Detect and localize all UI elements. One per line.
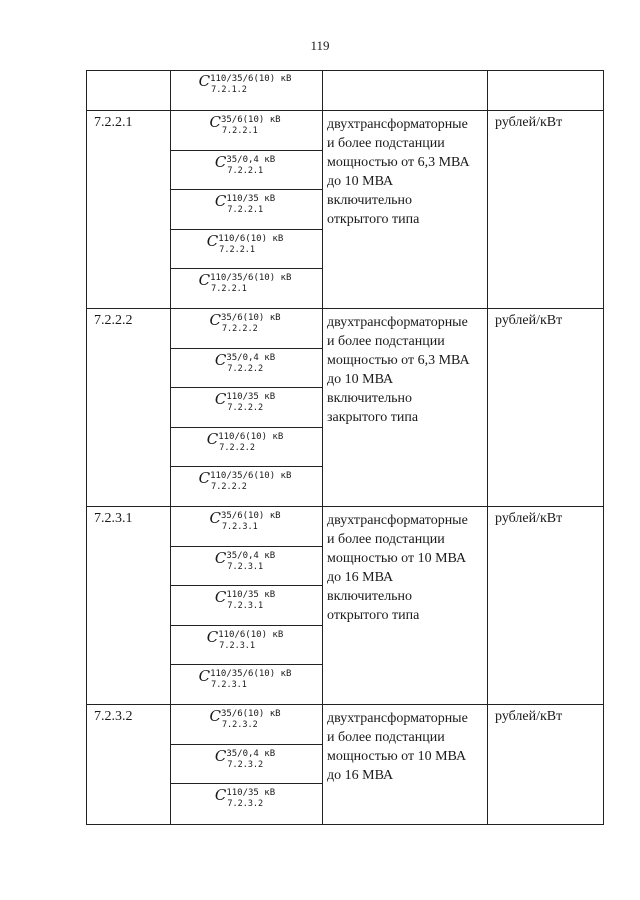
formula-subscript: 7.2.2.2 xyxy=(221,324,258,334)
formula-row-border xyxy=(170,664,322,665)
formula-cell xyxy=(170,747,320,771)
formula-indices xyxy=(226,194,275,216)
formula-row-border xyxy=(170,625,322,626)
formula-row-border xyxy=(170,229,322,230)
formula-indices xyxy=(226,788,275,810)
formula-indices xyxy=(210,273,291,295)
formula-superscript: 110/35/6(10) кВ xyxy=(210,273,292,283)
description-line: до 16 МВА xyxy=(327,768,394,783)
formula-cell xyxy=(170,707,320,731)
description-line: включительно xyxy=(327,391,413,406)
description-line: мощностью от 6,3 МВА xyxy=(327,155,470,170)
formula-cell xyxy=(170,192,320,216)
formula-cell xyxy=(170,390,320,414)
formula-superscript: 35/0,4 кВ xyxy=(226,353,276,363)
section-unit: рублей/кВт xyxy=(495,115,563,130)
formula-indices xyxy=(210,471,291,493)
formula-subscript: 7.2.2.2 xyxy=(211,482,247,492)
formula-subscript: 7.2.2.1 xyxy=(219,245,256,255)
table-column-border xyxy=(86,70,87,825)
section-code: 7.2.3.2 xyxy=(94,709,133,724)
table-row-border xyxy=(86,824,604,825)
formula-subscript: 7.2.3.1 xyxy=(211,680,247,690)
formula-symbol: C xyxy=(198,72,211,90)
page-number: 119 xyxy=(310,38,330,53)
formula-symbol: C xyxy=(214,549,227,567)
formula-symbol: C xyxy=(209,113,221,131)
formula-subscript: 7.2.3.2 xyxy=(227,799,264,809)
formula-cell xyxy=(170,72,320,96)
formula-superscript: 35/6(10) кВ xyxy=(220,709,281,719)
formula-cell xyxy=(170,628,320,652)
formula-row-border xyxy=(170,546,322,547)
section-unit: рублей/кВт xyxy=(495,313,563,328)
description-line: и более подстанции xyxy=(327,136,445,151)
formula-cell xyxy=(170,232,320,256)
formula-superscript: 110/35/6(10) кВ xyxy=(210,669,292,679)
formula-superscript: 35/0,4 кВ xyxy=(226,749,276,759)
formula-row-border xyxy=(170,427,322,428)
formula-subscript: 7.2.3.2 xyxy=(221,720,258,730)
formula-superscript: 110/6(10) кВ xyxy=(218,432,284,442)
formula-cell xyxy=(170,786,320,810)
formula-indices xyxy=(226,551,275,573)
formula-cell xyxy=(170,113,320,137)
description-line: двухтрансформаторные xyxy=(327,117,468,132)
table-column-border xyxy=(322,70,323,825)
formula-subscript: 7.2.3.1 xyxy=(227,601,264,611)
formula-indices xyxy=(226,353,275,375)
section-code: 7.2.3.1 xyxy=(94,511,133,526)
section-border xyxy=(86,110,604,111)
formula-superscript: 35/6(10) кВ xyxy=(220,313,281,323)
description-line: включительно xyxy=(327,193,413,208)
description-line: включительно xyxy=(327,589,413,604)
formula-cell xyxy=(170,430,320,454)
formula-superscript: 110/35 кВ xyxy=(226,590,276,600)
formula-cell xyxy=(170,588,320,612)
section-description xyxy=(327,115,487,229)
formula-row-border xyxy=(170,189,322,190)
formula-cell xyxy=(170,271,320,295)
formula-subscript: 7.2.3.1 xyxy=(227,562,264,572)
section-border xyxy=(86,308,604,309)
formula-indices xyxy=(221,709,281,731)
formula-cell xyxy=(170,509,320,533)
formula-row-border xyxy=(170,268,322,269)
formula-superscript: 110/35 кВ xyxy=(226,194,276,204)
description-line: до 10 МВА xyxy=(327,174,394,189)
formula-indices xyxy=(226,155,275,177)
formula-superscript: 35/6(10) кВ xyxy=(220,115,281,125)
formula-symbol: C xyxy=(209,311,221,329)
formula-cell xyxy=(170,311,320,335)
formula-superscript: 110/6(10) кВ xyxy=(218,234,284,244)
table-column-border xyxy=(487,70,488,825)
description-line: и более подстанции xyxy=(327,730,445,745)
formula-subscript: 7.2.3.1 xyxy=(221,522,258,532)
formula-symbol: C xyxy=(198,469,211,487)
formula-symbol: C xyxy=(206,232,219,250)
description-line: и более подстанции xyxy=(327,334,445,349)
formula-cell xyxy=(170,549,320,573)
formula-row-border xyxy=(170,387,322,388)
formula-symbol: C xyxy=(214,390,227,408)
section-description xyxy=(327,709,487,785)
description-line: открытого типа xyxy=(327,608,420,623)
description-line: двухтрансформаторные xyxy=(327,315,468,330)
description-line: двухтрансформаторные xyxy=(327,711,468,726)
formula-subscript: 7.2.1.2 xyxy=(211,85,247,95)
formula-cell xyxy=(170,351,320,375)
description-line: и более подстанции xyxy=(327,532,445,547)
formula-symbol: C xyxy=(206,430,219,448)
formula-symbol: C xyxy=(198,667,211,685)
formula-superscript: 110/35/6(10) кВ xyxy=(210,74,292,84)
description-line: до 16 МВА xyxy=(327,570,394,585)
formula-subscript: 7.2.2.1 xyxy=(227,205,264,215)
formula-symbol: C xyxy=(209,509,221,527)
description-line: открытого типа xyxy=(327,212,420,227)
formula-indices xyxy=(210,669,291,691)
formula-indices xyxy=(218,630,283,652)
tariff-table xyxy=(86,70,604,825)
formula-symbol: C xyxy=(206,628,219,646)
description-line: закрытого типа xyxy=(327,410,419,425)
formula-superscript: 110/35 кВ xyxy=(226,392,276,402)
formula-row-border xyxy=(170,348,322,349)
section-border xyxy=(86,704,604,705)
formula-indices xyxy=(221,313,281,335)
formula-indices xyxy=(218,432,283,454)
formula-indices xyxy=(218,234,283,256)
formula-symbol: C xyxy=(214,351,227,369)
formula-symbol: C xyxy=(198,271,211,289)
formula-row-border xyxy=(170,150,322,151)
section-description xyxy=(327,511,487,625)
table-column-border xyxy=(603,70,604,825)
formula-indices xyxy=(221,115,281,137)
formula-indices xyxy=(226,749,275,771)
formula-cell xyxy=(170,469,320,493)
table-row-border xyxy=(86,70,604,71)
formula-cell xyxy=(170,153,320,177)
description-line: до 10 МВА xyxy=(327,372,394,387)
formula-subscript: 7.2.2.2 xyxy=(219,443,256,453)
formula-superscript: 35/0,4 кВ xyxy=(226,155,276,165)
formula-indices xyxy=(226,590,275,612)
formula-symbol: C xyxy=(214,192,227,210)
formula-symbol: C xyxy=(209,707,221,725)
formula-subscript: 7.2.2.1 xyxy=(227,166,264,176)
formula-superscript: 110/35 кВ xyxy=(226,788,276,798)
formula-row-border xyxy=(170,783,322,784)
formula-superscript: 35/0,4 кВ xyxy=(226,551,276,561)
section-border xyxy=(86,506,604,507)
formula-indices xyxy=(210,74,291,96)
section-code: 7.2.2.1 xyxy=(94,115,133,130)
section-unit: рублей/кВт xyxy=(495,709,563,724)
formula-symbol: C xyxy=(214,153,227,171)
formula-symbol: C xyxy=(214,588,227,606)
formula-subscript: 7.2.3.2 xyxy=(227,760,264,770)
formula-subscript: 7.2.2.2 xyxy=(227,364,264,374)
formula-superscript: 110/6(10) кВ xyxy=(218,630,284,640)
formula-subscript: 7.2.2.1 xyxy=(221,126,258,136)
description-line: двухтрансформаторные xyxy=(327,513,468,528)
formula-superscript: 110/35/6(10) кВ xyxy=(210,471,292,481)
description-line: мощностью от 6,3 МВА xyxy=(327,353,470,368)
formula-symbol: C xyxy=(214,747,227,765)
formula-subscript: 7.2.2.2 xyxy=(227,403,264,413)
formula-subscript: 7.2.2.1 xyxy=(211,284,247,294)
description-line: мощностью от 10 МВА xyxy=(327,551,467,566)
formula-superscript: 35/6(10) кВ xyxy=(220,511,281,521)
section-code: 7.2.2.2 xyxy=(94,313,133,328)
section-unit: рублей/кВт xyxy=(495,511,563,526)
formula-indices xyxy=(226,392,275,414)
description-line: мощностью от 10 МВА xyxy=(327,749,467,764)
section-description xyxy=(327,313,487,427)
formula-indices xyxy=(221,511,281,533)
formula-cell xyxy=(170,667,320,691)
formula-row-border xyxy=(170,466,322,467)
formula-row-border xyxy=(170,585,322,586)
formula-subscript: 7.2.3.1 xyxy=(219,641,256,651)
formula-row-border xyxy=(170,744,322,745)
formula-symbol: C xyxy=(214,786,227,804)
